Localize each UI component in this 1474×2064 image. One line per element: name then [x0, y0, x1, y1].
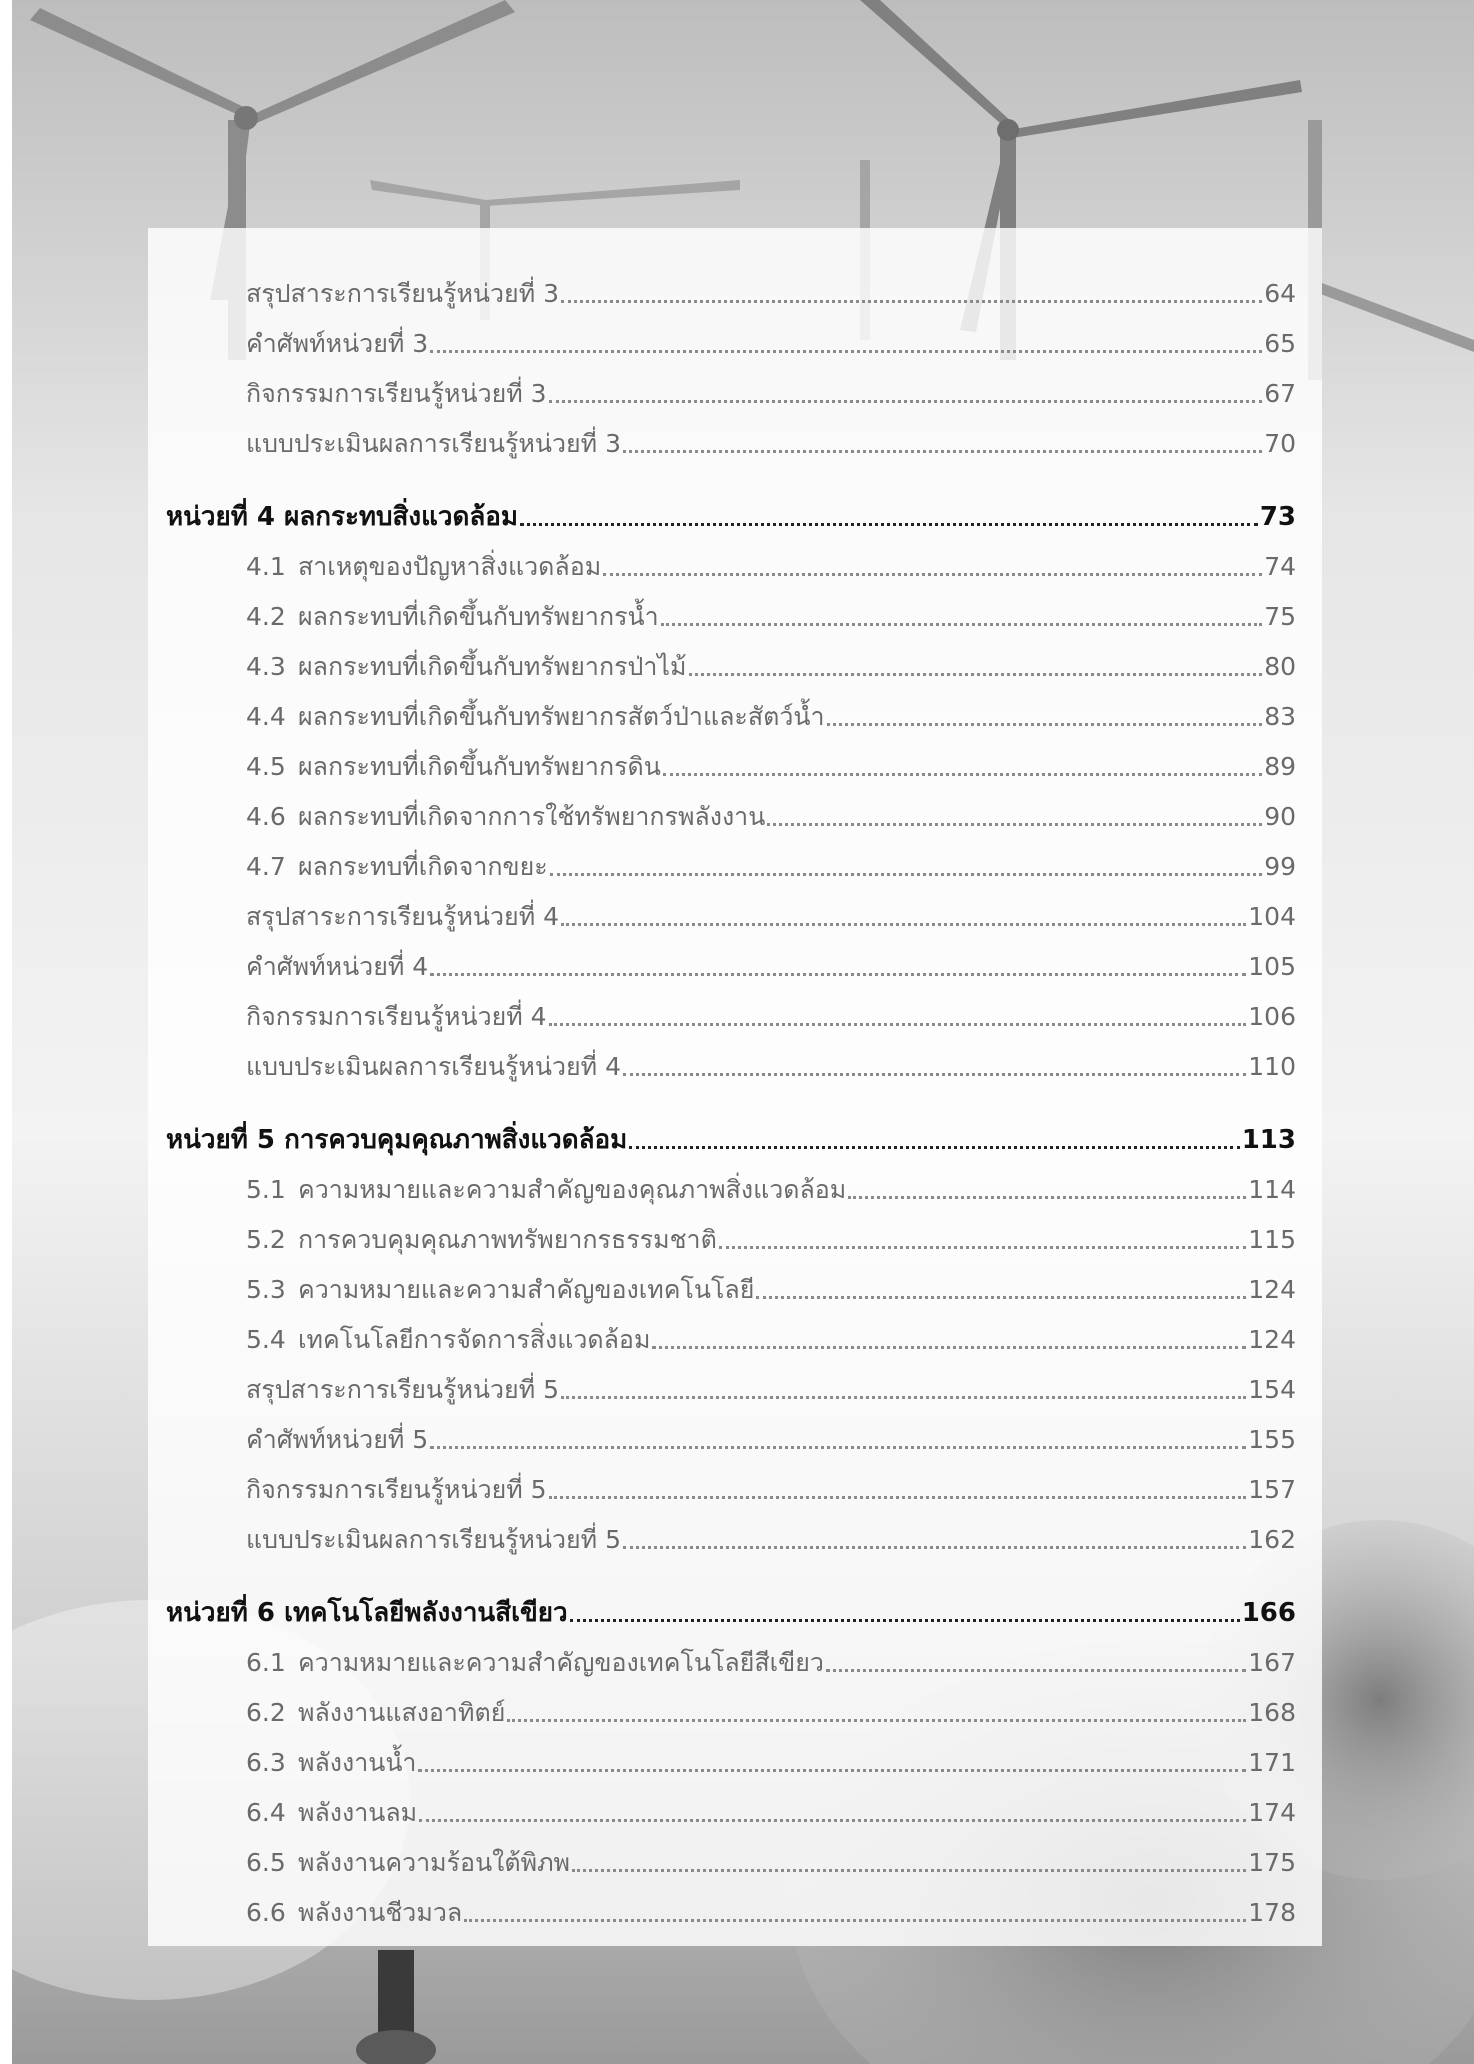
- toc-page-number: 113: [1241, 1125, 1296, 1155]
- toc-entry-title: สรุปสาระการเรียนรู้หน่วยที่ 4: [246, 902, 560, 931]
- toc-entry-title: ผลกระทบที่เกิดจากการใช้ทรัพยากรพลังงาน: [298, 802, 766, 831]
- toc-page-number: 83: [1264, 702, 1296, 731]
- dot-leader: [629, 1122, 1239, 1149]
- dot-leader: [652, 1322, 1246, 1349]
- toc-entry: [246, 635, 1296, 685]
- toc-entry-title: ความหมายและความสำคัญของเทคโนโลยีสีเขียว: [298, 1648, 824, 1677]
- toc-page-number: 174: [1248, 1798, 1296, 1827]
- toc-entry: [246, 1631, 1296, 1681]
- toc-unit-heading: [166, 1581, 1296, 1631]
- dot-leader: [549, 1472, 1247, 1499]
- dot-leader: [570, 1595, 1240, 1622]
- toc-entry-title: พลังงานความร้อนใต้พิภพ: [298, 1848, 571, 1877]
- toc-entry-number: 6.2: [246, 1698, 286, 1727]
- toc-page-number: 178: [1248, 1898, 1296, 1927]
- toc-entry: [246, 1308, 1296, 1358]
- dot-leader: [623, 426, 1262, 453]
- toc-entry-title: สรุปสาระการเรียนรู้หน่วยที่ 5: [246, 1375, 560, 1404]
- toc-entry: [246, 362, 1296, 412]
- dot-leader: [520, 499, 1258, 526]
- toc-entry: [246, 785, 1296, 835]
- dot-leader: [756, 1272, 1246, 1299]
- dot-leader: [661, 599, 1263, 626]
- toc-entry: [246, 685, 1296, 735]
- toc-unit-heading: [166, 1108, 1296, 1158]
- toc-entry-title: พลังงานแสงอาทิตย์: [298, 1698, 506, 1727]
- toc-page-number: 74: [1264, 552, 1296, 581]
- toc-entry-number: 4.7: [246, 852, 286, 881]
- dot-leader: [561, 1372, 1246, 1399]
- toc-entry-title: เทคโนโลยีการจัดการสิ่งแวดล้อม: [298, 1325, 651, 1354]
- toc-entry: [246, 1158, 1296, 1208]
- toc-page-number: 124: [1248, 1275, 1296, 1304]
- toc-entry: [246, 935, 1296, 985]
- toc-entry-title: ความหมายและความสำคัญของคุณภาพสิ่งแวดล้อม: [298, 1175, 847, 1204]
- dot-leader: [561, 899, 1246, 926]
- toc-entry-title: คำศัพท์หน่วยที่ 3: [246, 329, 429, 358]
- toc-entry: [246, 1358, 1296, 1408]
- toc-entry-title: แบบประเมินผลการเรียนรู้หน่วยที่ 5: [246, 1525, 621, 1554]
- dot-leader: [572, 1845, 1246, 1872]
- toc-page-number: 70: [1264, 429, 1296, 458]
- toc-entry-title: คำศัพท์หน่วยที่ 5: [246, 1425, 429, 1454]
- toc-entry: [246, 585, 1296, 635]
- dot-leader: [507, 1695, 1246, 1722]
- toc-page-number: 80: [1264, 652, 1296, 681]
- dot-leader: [419, 1795, 1246, 1822]
- toc-page-number: 99: [1264, 852, 1296, 881]
- dot-leader: [464, 1895, 1246, 1922]
- toc-entry: [246, 1681, 1296, 1731]
- toc-page-number: 105: [1248, 952, 1296, 981]
- toc-entry-title: ความหมายและความสำคัญของเทคโนโลยี: [298, 1275, 755, 1304]
- toc-entry-number: 4.1: [246, 552, 286, 581]
- toc-entry: [246, 1508, 1296, 1558]
- toc-entry-number: 5.4: [246, 1325, 286, 1354]
- toc-entry-title: ผลกระทบที่เกิดจากขยะ: [298, 852, 548, 881]
- toc-page-number: 114: [1248, 1175, 1296, 1204]
- toc-page-number: 167: [1248, 1648, 1296, 1677]
- toc-page-number: 124: [1248, 1325, 1296, 1354]
- toc-page-number: 162: [1248, 1525, 1296, 1554]
- toc-entry: [246, 985, 1296, 1035]
- toc-entry-title: ผลกระทบที่เกิดขึ้นกับทรัพยากรน้ำ: [298, 602, 659, 631]
- toc-entry: [246, 1831, 1296, 1881]
- toc-entry-number: 4.6: [246, 802, 286, 831]
- toc-page-number: 73: [1259, 502, 1296, 532]
- toc-page-number: 171: [1248, 1748, 1296, 1777]
- toc-entry-title: พลังงานลม: [298, 1798, 418, 1827]
- toc-entry: [246, 1881, 1296, 1931]
- dot-leader: [430, 326, 1262, 353]
- toc-entry-number: 6.1: [246, 1648, 286, 1677]
- dot-leader: [827, 699, 1263, 726]
- toc-page-number: 90: [1264, 802, 1296, 831]
- toc-entry: [246, 1258, 1296, 1308]
- dot-leader: [549, 376, 1263, 403]
- toc-entry-title: ผลกระทบที่เกิดขึ้นกับทรัพยากรดิน: [298, 752, 661, 781]
- toc-entry-title: แบบประเมินผลการเรียนรู้หน่วยที่ 4: [246, 1052, 621, 1081]
- dot-leader: [418, 1745, 1246, 1772]
- dot-leader: [603, 549, 1262, 576]
- toc-entry-title: กิจกรรมการเรียนรู้หน่วยที่ 5: [246, 1475, 547, 1504]
- toc-page-number: 64: [1264, 279, 1296, 308]
- toc-entry: [246, 312, 1296, 362]
- dot-leader: [767, 799, 1262, 826]
- dot-leader: [663, 749, 1262, 776]
- toc-entry: [246, 1458, 1296, 1508]
- toc-entry: [246, 535, 1296, 585]
- toc-entry: [246, 735, 1296, 785]
- toc-entry: [246, 885, 1296, 935]
- toc-entry-title: คำศัพท์หน่วยที่ 4: [246, 952, 429, 981]
- toc-page-number: 106: [1248, 1002, 1296, 1031]
- toc-entry: [246, 1408, 1296, 1458]
- toc-entry-title: พลังงานชีวมวล: [298, 1898, 463, 1927]
- toc-entry-title: ผลกระทบที่เกิดขึ้นกับทรัพยากรป่าไม้: [298, 652, 687, 681]
- toc-entry-number: 6.4: [246, 1798, 286, 1827]
- toc-entry: [246, 1781, 1296, 1831]
- toc-entry-number: 4.4: [246, 702, 286, 731]
- toc-page-number: 89: [1264, 752, 1296, 781]
- toc-entry: [246, 835, 1296, 885]
- toc-page-number: 115: [1248, 1225, 1296, 1254]
- dot-leader: [430, 1422, 1246, 1449]
- toc-entry-number: 5.2: [246, 1225, 286, 1254]
- toc-entry-number: 6.6: [246, 1898, 286, 1927]
- dot-leader: [719, 1222, 1246, 1249]
- toc-entry-title: หน่วยที่ 5 การควบคุมคุณภาพสิ่งแวดล้อม: [166, 1125, 628, 1155]
- dot-leader: [826, 1645, 1246, 1672]
- toc-entry-title: ผลกระทบที่เกิดขึ้นกับทรัพยากรสัตว์ป่าและสัตว์น้ำ: [298, 702, 825, 731]
- toc-page-number: 166: [1241, 1598, 1296, 1628]
- toc-page-number: 104: [1248, 902, 1296, 931]
- toc-entry: [246, 1208, 1296, 1258]
- toc-entry-number: 4.2: [246, 602, 286, 631]
- dot-leader: [623, 1522, 1246, 1549]
- toc-entry-title: แบบประเมินผลการเรียนรู้หน่วยที่ 3: [246, 429, 621, 458]
- toc-entry-number: 5.3: [246, 1275, 286, 1304]
- toc-page-number: 110: [1248, 1052, 1296, 1081]
- toc-entry-number: 4.5: [246, 752, 286, 781]
- dot-leader: [561, 276, 1262, 303]
- toc-entry-title: กิจกรรมการเรียนรู้หน่วยที่ 3: [246, 379, 547, 408]
- toc-entry: [246, 1731, 1296, 1781]
- toc-page-number: 154: [1248, 1375, 1296, 1404]
- toc-page-number: 155: [1248, 1425, 1296, 1454]
- toc-entry-title: พลังงานน้ำ: [298, 1748, 417, 1777]
- toc-entry: [246, 1035, 1296, 1085]
- toc-page-number: 157: [1248, 1475, 1296, 1504]
- toc-entry-title: หน่วยที่ 6 เทคโนโลยีพลังงานสีเขียว: [166, 1598, 568, 1628]
- dot-leader: [549, 999, 1247, 1026]
- toc-entry-number: 6.3: [246, 1748, 286, 1777]
- toc-entry-number: 5.1: [246, 1175, 286, 1204]
- toc-page-number: 65: [1264, 329, 1296, 358]
- toc-entry-title: สาเหตุของปัญหาสิ่งแวดล้อม: [298, 552, 602, 581]
- toc-entry-title: สรุปสาระการเรียนรู้หน่วยที่ 3: [246, 279, 560, 308]
- toc-entry-number: 4.3: [246, 652, 286, 681]
- toc-page-number: 67: [1264, 379, 1296, 408]
- toc-entry-title: การควบคุมคุณภาพทรัพยากรธรรมชาติ: [298, 1225, 717, 1254]
- dot-leader: [550, 849, 1262, 876]
- toc-page-number: 175: [1248, 1848, 1296, 1877]
- toc-unit-heading: [166, 485, 1296, 535]
- toc-page-number: 168: [1248, 1698, 1296, 1727]
- toc-entry-title: หน่วยที่ 4 ผลกระทบสิ่งแวดล้อม: [166, 502, 519, 532]
- dot-leader: [623, 1049, 1246, 1076]
- toc-entry: [246, 412, 1296, 462]
- toc-entry-number: 6.5: [246, 1848, 286, 1877]
- dot-leader: [689, 649, 1263, 676]
- toc-entry: [246, 262, 1296, 312]
- toc-entry-title: กิจกรรมการเรียนรู้หน่วยที่ 4: [246, 1002, 547, 1031]
- toc-page-number: 75: [1264, 602, 1296, 631]
- dot-leader: [848, 1172, 1246, 1199]
- dot-leader: [430, 949, 1246, 976]
